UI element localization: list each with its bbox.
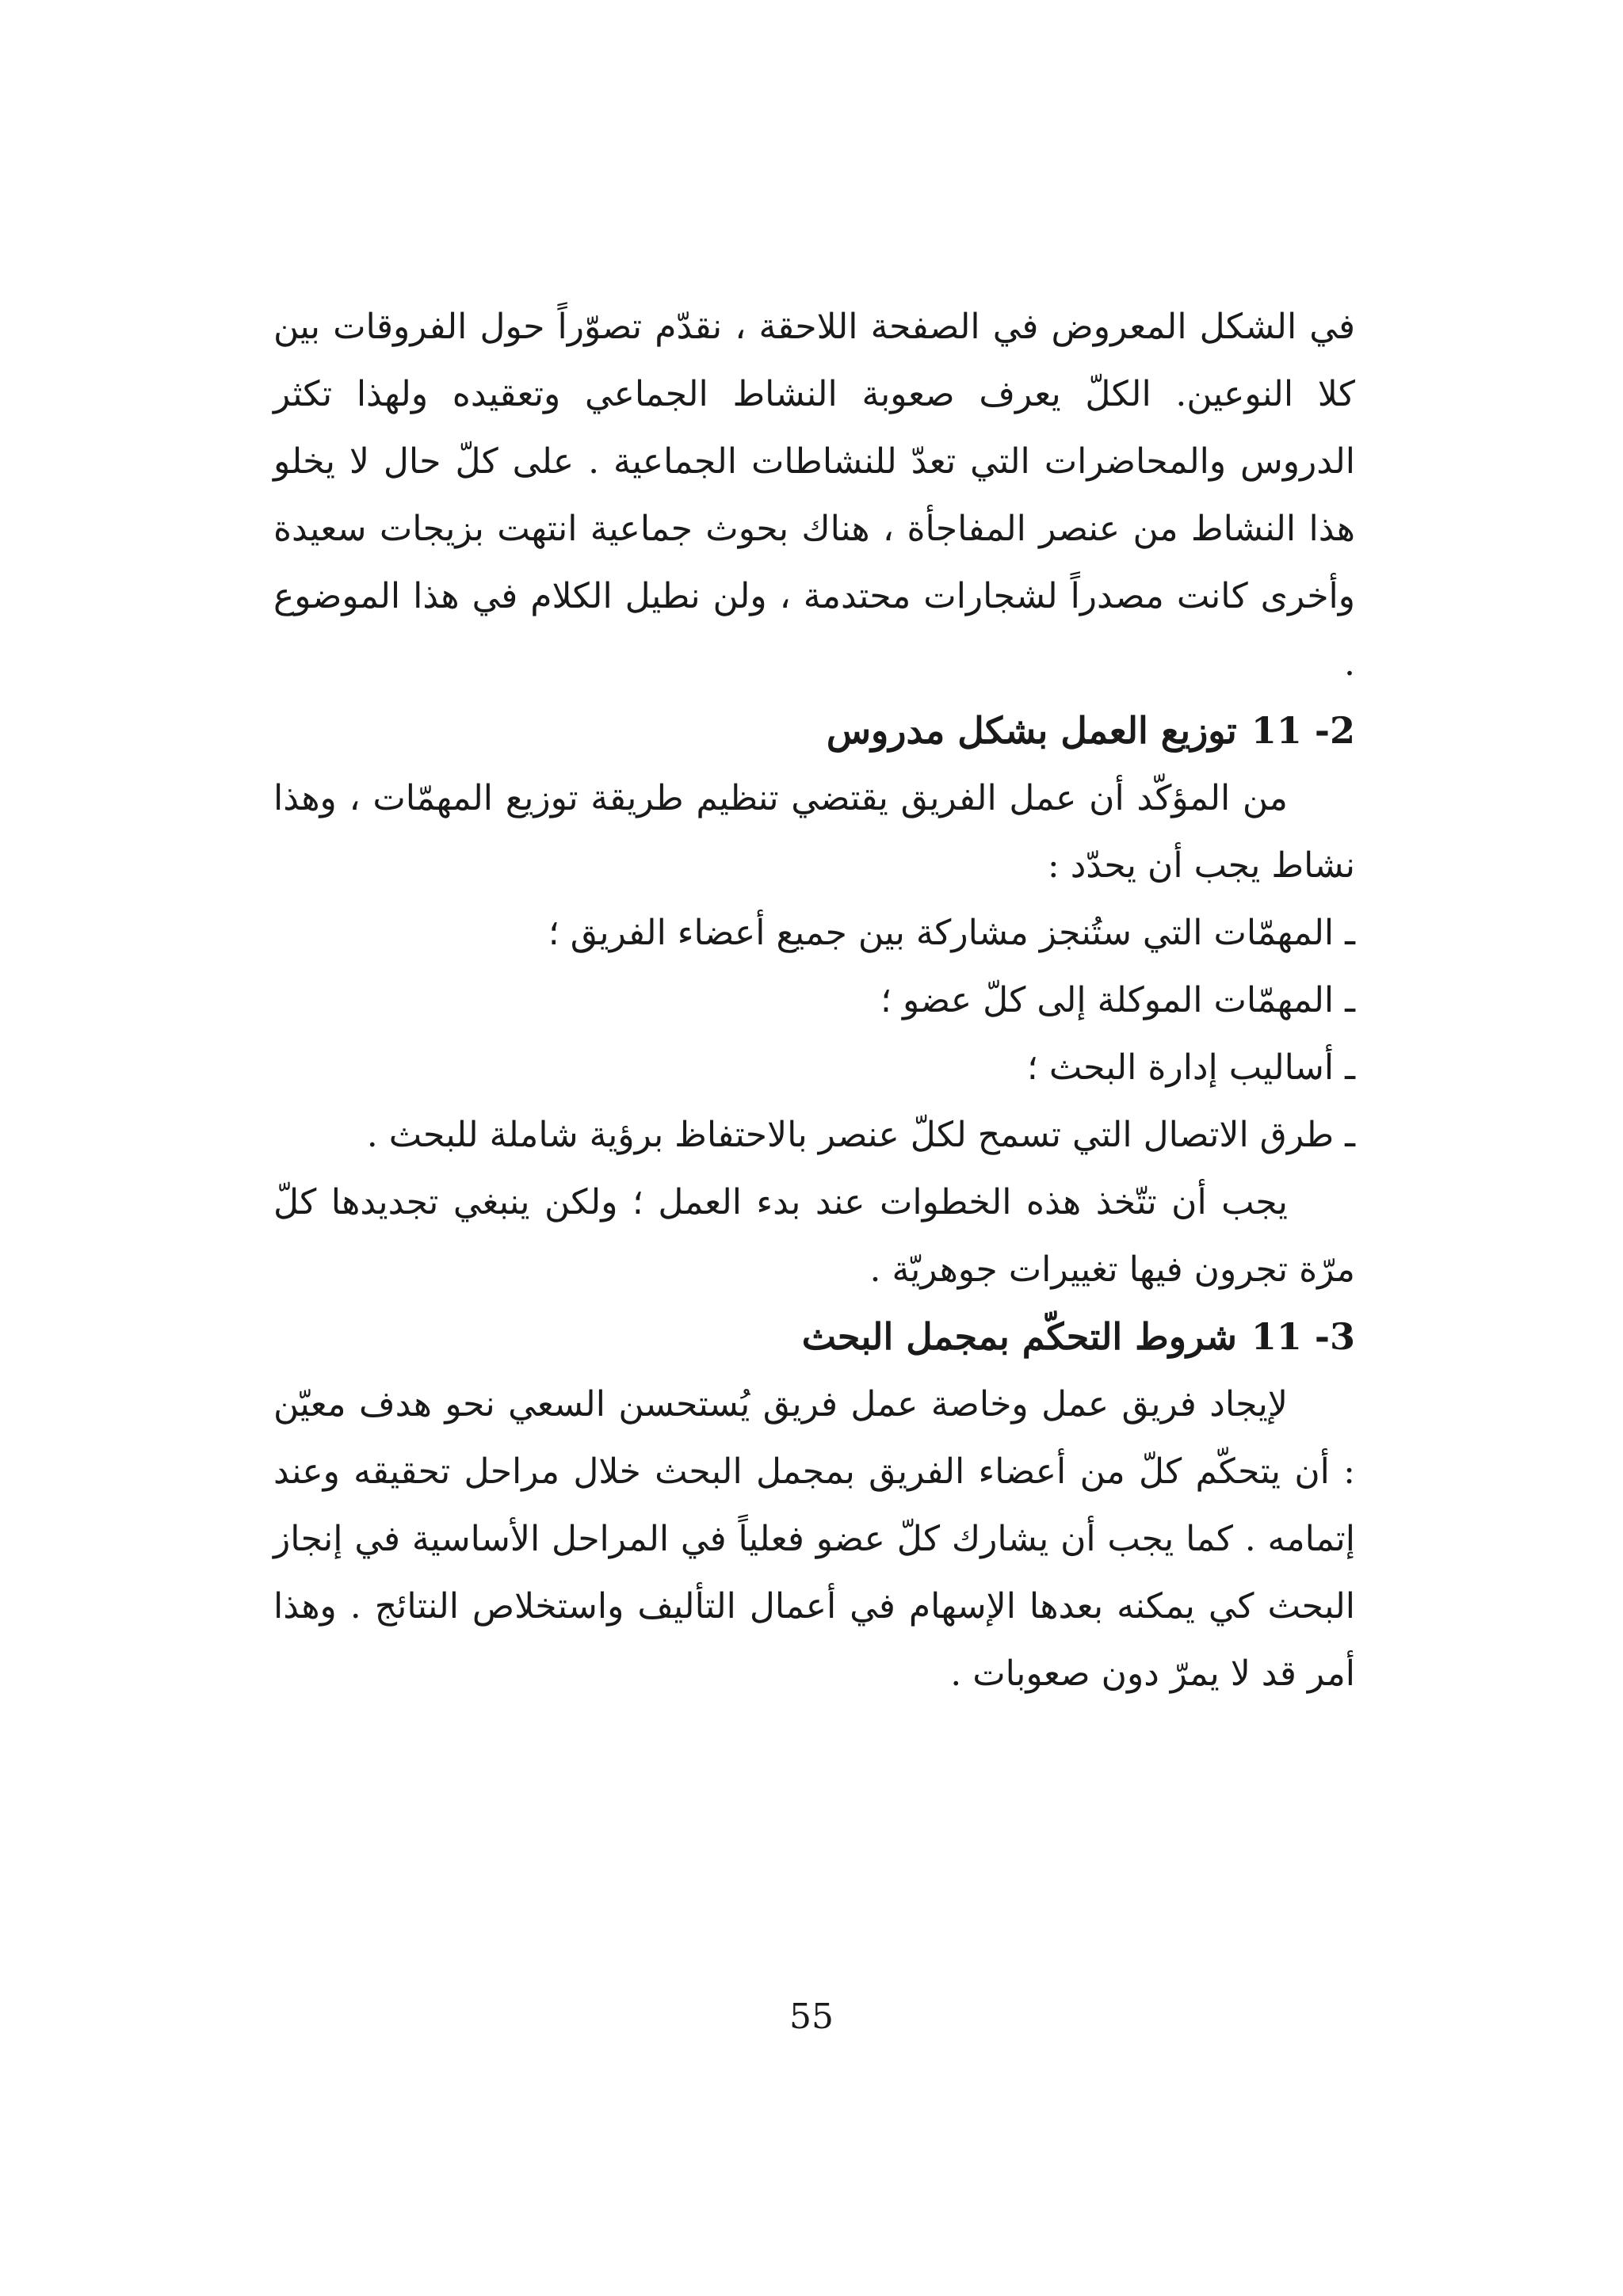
- list-item: ـ أساليب إدارة البحث ؛: [1026, 1047, 1355, 1088]
- paragraph-team-goal: لإيجاد فريق عمل وخاصة عمل فريق يُستحسن السعي نحو هدف معيّن : أن يتحكّم كلّ من أعضاء الفريق بمجمل البحث خلال مراحل تحقيقه وعند إتمامه . كما يجب أن يشارك كلّ عضو فعلياً في المراحل الأساسية في إنجاز البحث كي يمكنه بعدها الإسهام في أعمال التأليف واستخلاص النتائج . وهذا أمر قد لا يمرّ دون صعوبات .: [273, 1384, 1355, 1694]
- paragraph-steps: يجب أن تتّخذ هذه الخطوات عند بدء العمل ؛ ولكن ينبغي تجديدها كلّ مرّة تجرون فيها تغييرات جوهريّة .: [273, 1182, 1355, 1290]
- task-list: [273, 899, 1355, 1169]
- page-number: 55: [789, 1997, 834, 2037]
- list-item: ـ طرق الاتصال التي تسمح لكلّ عنصر بالاحتفاظ برؤية شاملة للبحث .: [366, 1115, 1355, 1155]
- section-heading-distribution: [273, 697, 1355, 765]
- section-number: 11 -3: [1251, 1315, 1355, 1358]
- list-item: ـ المهمّات التي ستُنجز مشاركة بين جميع أعضاء الفريق ؛: [548, 913, 1355, 953]
- section-title: شروط التحكّم بمجمل البحث: [801, 1315, 1237, 1358]
- paragraph-task-distribution: من المؤكّد أن عمل الفريق يقتضي تنظيم طريقة توزيع المهمّات ، وهذا نشاط يجب أن يحدّد :: [273, 778, 1355, 886]
- section-number: 11 -2: [1251, 709, 1355, 752]
- section-title: توزيع العمل بشكل مدروس: [826, 709, 1237, 752]
- page-body: [273, 293, 1355, 1707]
- list-item: ـ المهمّات الموكلة إلى كلّ عضو ؛: [880, 980, 1355, 1020]
- section-heading-control: [273, 1303, 1355, 1371]
- paragraph-differences: في الشكل المعروض في الصفحة اللاحقة ، نقدّم تصوّراً حول الفروقات بين كلا النوعين. الكلّ يعرف صعوبة النشاط الجماعي وتعقيده ولهذا تكثر الدروس والمحاضرات التي تعدّ للنشاطات الجماعية . على كلّ حال لا يخلو هذا النشاط من عنصر المفاجأة ، هناك بحوث جماعية انتهت بزيجات سعيدة وأخرى كانت مصدراً لشجارات محتدمة ، ولن نطيل الكلام في هذا الموضوع .: [273, 307, 1355, 684]
